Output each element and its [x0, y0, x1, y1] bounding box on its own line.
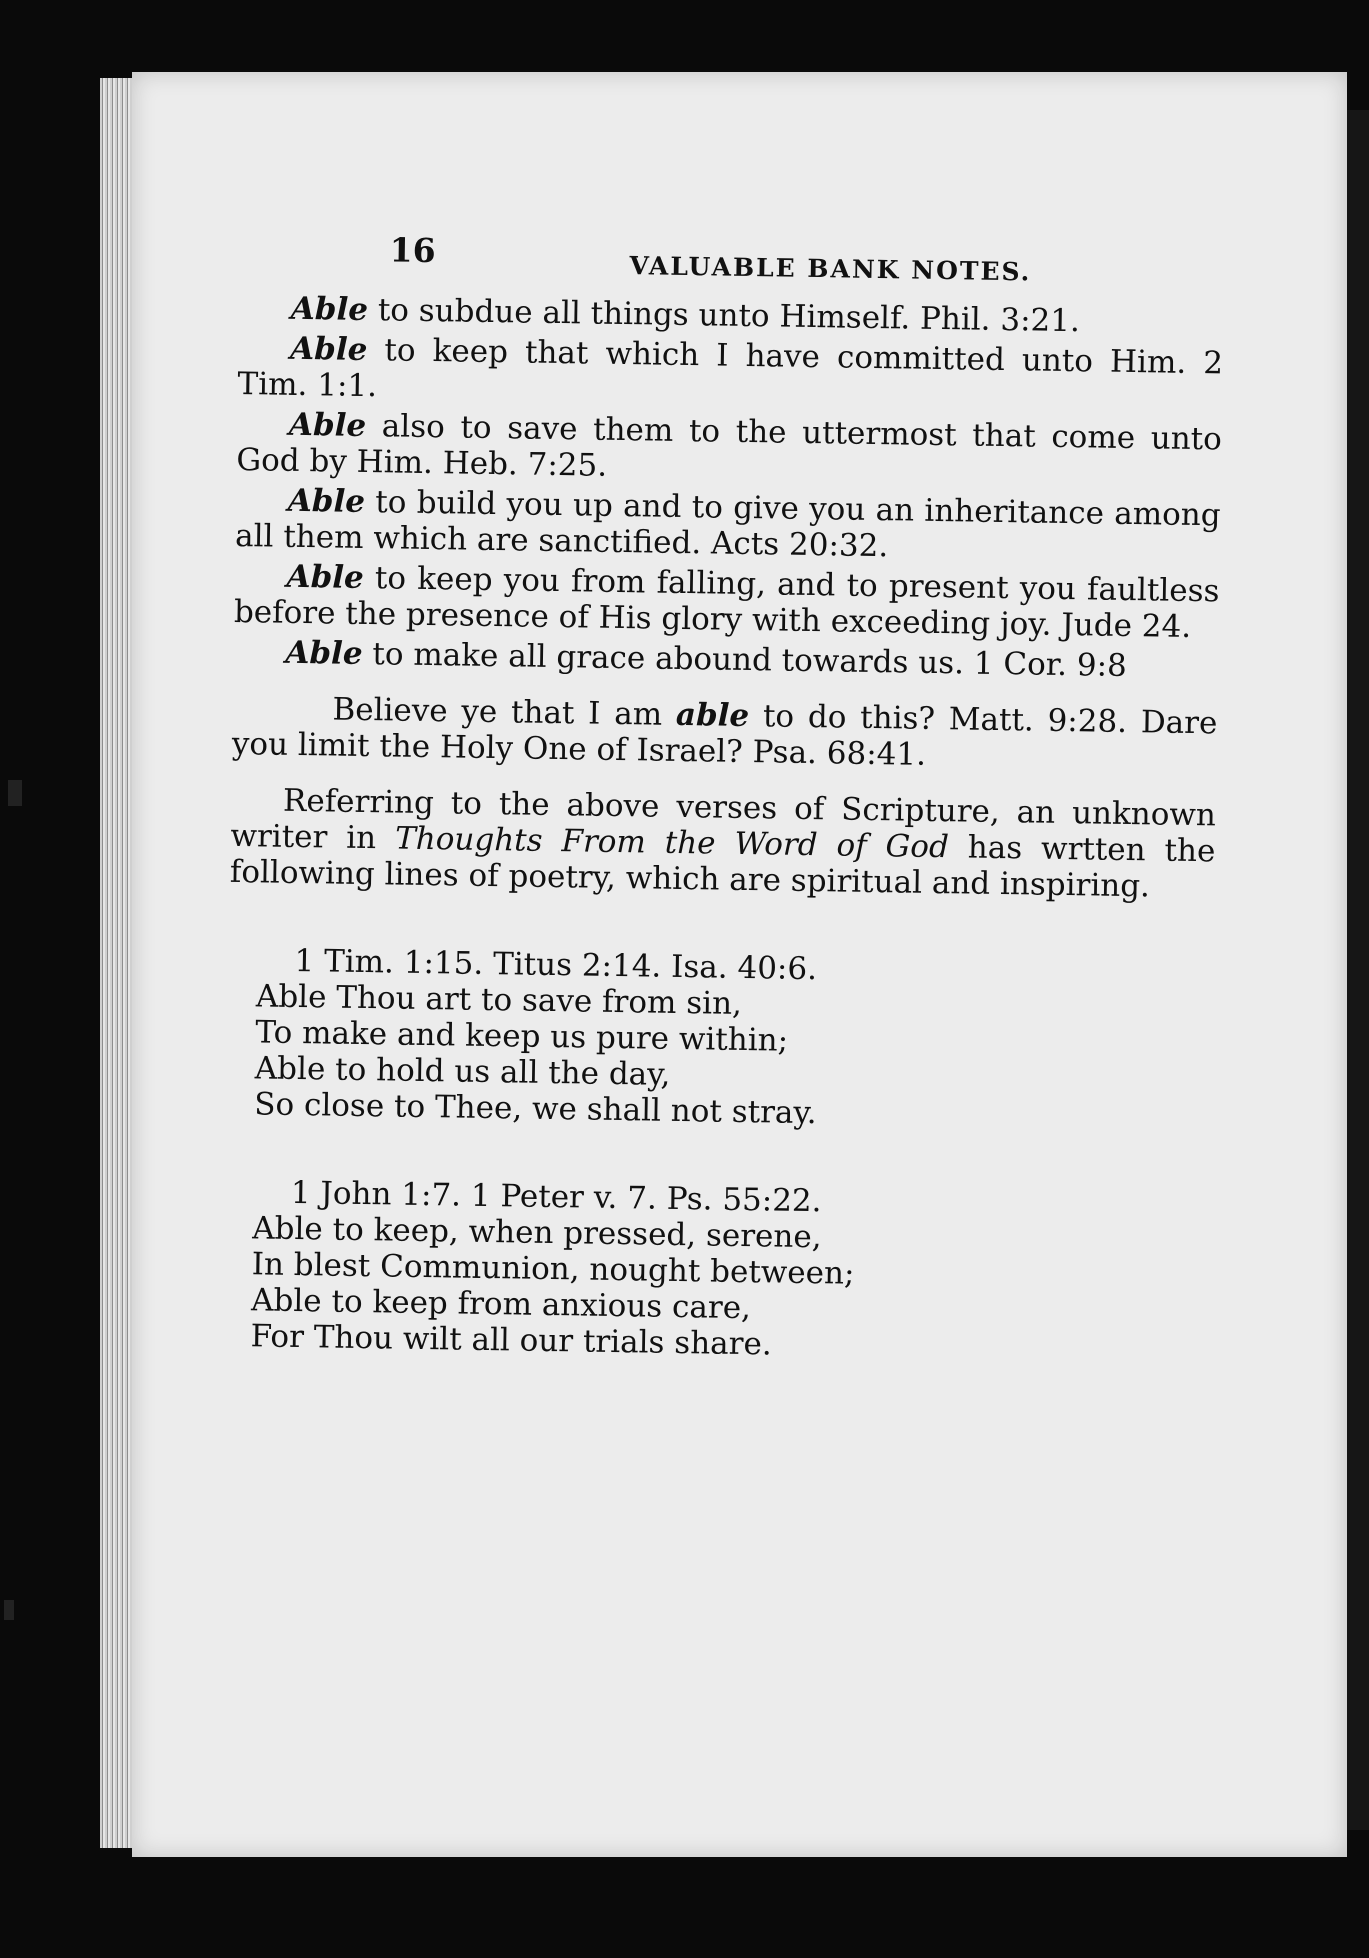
- verse-keyword: Able: [289, 330, 368, 369]
- question-paragraph: [232, 690, 1218, 777]
- verse-text: to keep that which I have committed unto Him. 2 Tim. 1:1.: [237, 332, 1224, 405]
- poem-line: So close to Thee, we shall not stray.: [253, 1086, 817, 1132]
- verse: [236, 406, 1222, 493]
- poem-line: Able to keep from anxious care,: [250, 1282, 752, 1327]
- poem-line: To make and keep us pure within;: [255, 1014, 789, 1059]
- margin-speck: [4, 1600, 14, 1620]
- question-text: Believe ye that I am: [332, 691, 677, 733]
- stanza-reference: 1 John 1:7. 1 Peter v. 7. Ps. 55:22.: [290, 1174, 822, 1220]
- verse-text: to make all grace abound towards us. 1 Cor. 9:8: [362, 635, 1128, 684]
- page-number: 16: [389, 230, 436, 271]
- verse-keyword: Able: [287, 482, 366, 520]
- verse: [235, 482, 1221, 569]
- verse-text: to subdue all things unto Himself. Phil. 3:21.: [367, 292, 1081, 340]
- book-title: Thoughts From the Word of God: [394, 820, 950, 866]
- running-title: VALUABLE BANK NOTES.: [629, 251, 1032, 287]
- stanza-reference: 1 Tim. 1:15. Titus 2:14. Isa. 40:6.: [294, 942, 818, 988]
- verse-keyword: Able: [286, 558, 365, 596]
- verse-text: to keep you from falling, and to present you faultless before the presence of His glory with exceeding joy. Jude 24.: [233, 559, 1220, 645]
- verse-keyword: Able: [288, 406, 367, 445]
- poem-stanza: [250, 1174, 1210, 1369]
- verse-text: also to save them to the uttermost that come unto God by Him. Heb. 7:25.: [236, 408, 1223, 484]
- commentary-text: has wrtten the following lines of poetry, which are spiritual and inspiring.: [229, 829, 1216, 905]
- verse: [234, 558, 1220, 645]
- question-emphasis: able: [675, 696, 750, 735]
- question-text: to do this? Matt. 9:28. Dare you limit the Holy One of Israel? Psa. 68:41.: [231, 698, 1218, 773]
- page-text: [222, 230, 1225, 1369]
- commentary-text: Referring to the above verses of Scripture, an unknown writer in: [230, 782, 1217, 857]
- poem-stanza: [254, 942, 1214, 1137]
- poem-line: For Thou wilt all our trials share.: [250, 1318, 772, 1363]
- verse-keyword: Able: [285, 634, 363, 672]
- poem-line: In blest Communion, nought between;: [251, 1246, 855, 1292]
- poem-line: Able Thou art to save from sin,: [255, 978, 743, 1022]
- commentary-paragraph: [230, 782, 1217, 905]
- poem-line: Able to keep, when pressed, serene,: [252, 1210, 822, 1256]
- verse-text: to build you up and to give you an inheritance among all them which are sanctified. Acts 20:32.: [234, 483, 1221, 565]
- verse: [237, 330, 1223, 417]
- binding-shadow: [1347, 110, 1369, 1830]
- poem-line: Able to hold us all the day,: [254, 1050, 671, 1093]
- verse-keyword: Able: [290, 290, 369, 329]
- margin-speck: [8, 780, 22, 806]
